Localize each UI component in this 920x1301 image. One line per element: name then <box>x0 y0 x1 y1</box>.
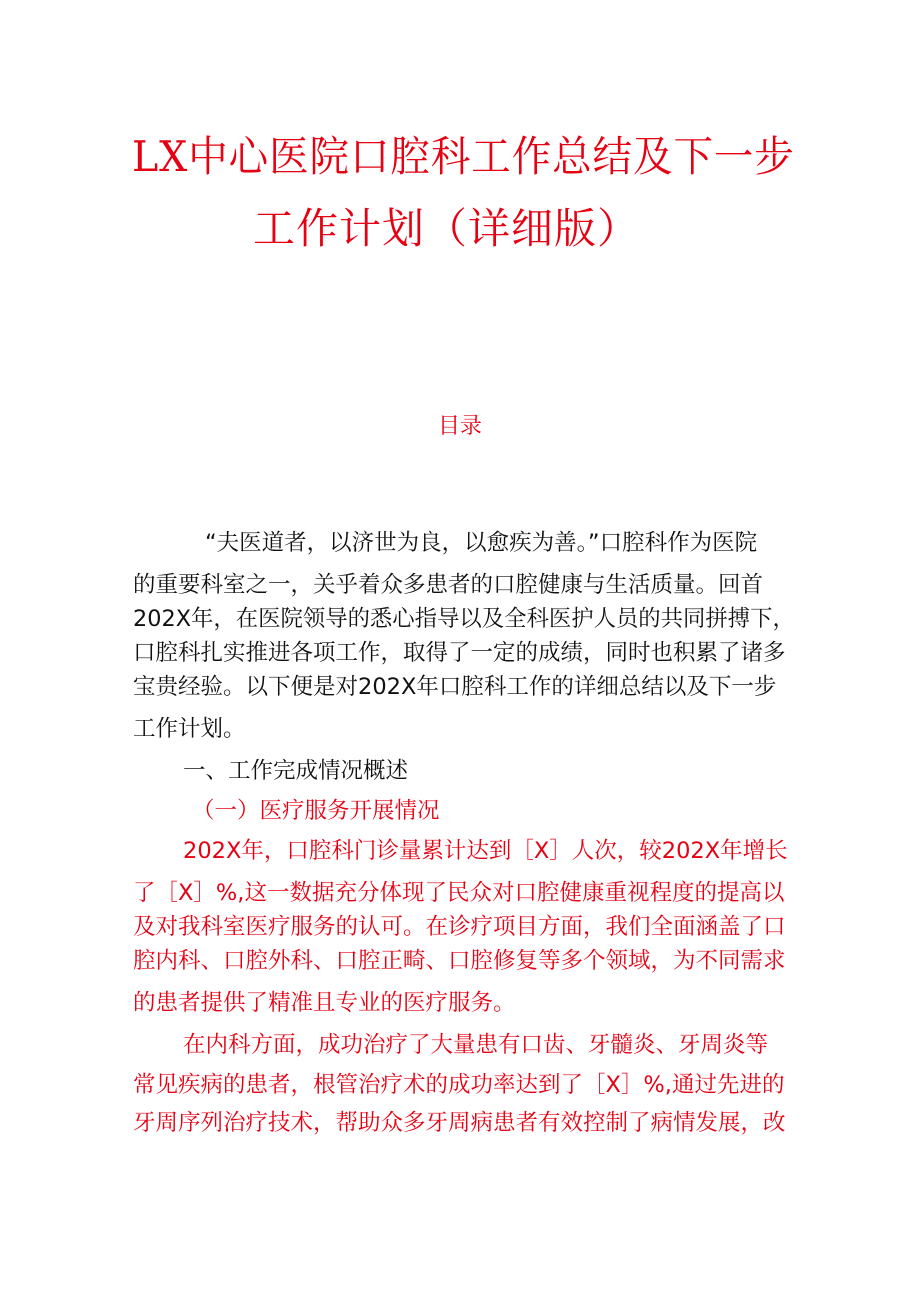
paragraph-1-line-3: 及对我科室医疗服务的认可。在诊疗项目方面，我们全面涵盖了口 <box>133 914 786 940</box>
subsection-1-heading: （一）医疗服务开展情况 <box>192 798 440 824</box>
paragraph-2-line-2: 常见疾病的患者，根管治疗术的成功率达到了［X］%,通过先进的 <box>133 1072 785 1098</box>
paragraph-2-line-3: 牙周序列治疗技术，帮助众多牙周病患者有效控制了病情发展，改 <box>133 1110 786 1136</box>
intro-line-5: 宝贵经验。以下便是对202X年口腔科工作的详细总结以及下一步 <box>133 674 777 700</box>
intro-line-4: 口腔科扎实推进各项工作，取得了一定的成绩，同时也积累了诸多 <box>133 640 786 666</box>
paragraph-1-line-1: 202X年，口腔科门诊量累计达到［X］人次，较202X年增长 <box>183 838 788 864</box>
paragraph-1-line-5: 的患者提供了精准且专业的医疗服务。 <box>133 990 516 1016</box>
intro-line-3: 202X年，在医院领导的悉心指导以及全科医护人员的共同拼搏下， <box>133 606 795 632</box>
paragraph-1-line-4: 腔内科、口腔外科、口腔正畸、口腔修复等多个领域，为不同需求 <box>133 948 786 974</box>
paragraph-1-line-2: 了［X］%,这一数据充分体现了民众对口腔健康重视程度的提高以 <box>133 880 785 906</box>
paragraph-2-line-1: 在内科方面，成功治疗了大量患有口齿、牙髓炎、牙周炎等 <box>183 1032 769 1058</box>
intro-line-1: “夫医道者，以济世为良，以愈疾为善。”口腔科作为医院 <box>205 530 758 556</box>
toc-heading: 目录 <box>437 414 482 439</box>
intro-line-2: 的重要科室之一，关乎着众多患者的口腔健康与生活质量。回首 <box>133 572 764 598</box>
document-title-line-1: LX中心医院口腔科工作总结及下一步 <box>132 132 795 181</box>
intro-line-6: 工作计划。 <box>133 716 246 742</box>
section-1-heading: 一、工作完成情况概述 <box>183 758 409 784</box>
document-title-line-2: 工作计划（详细版） <box>253 204 641 253</box>
